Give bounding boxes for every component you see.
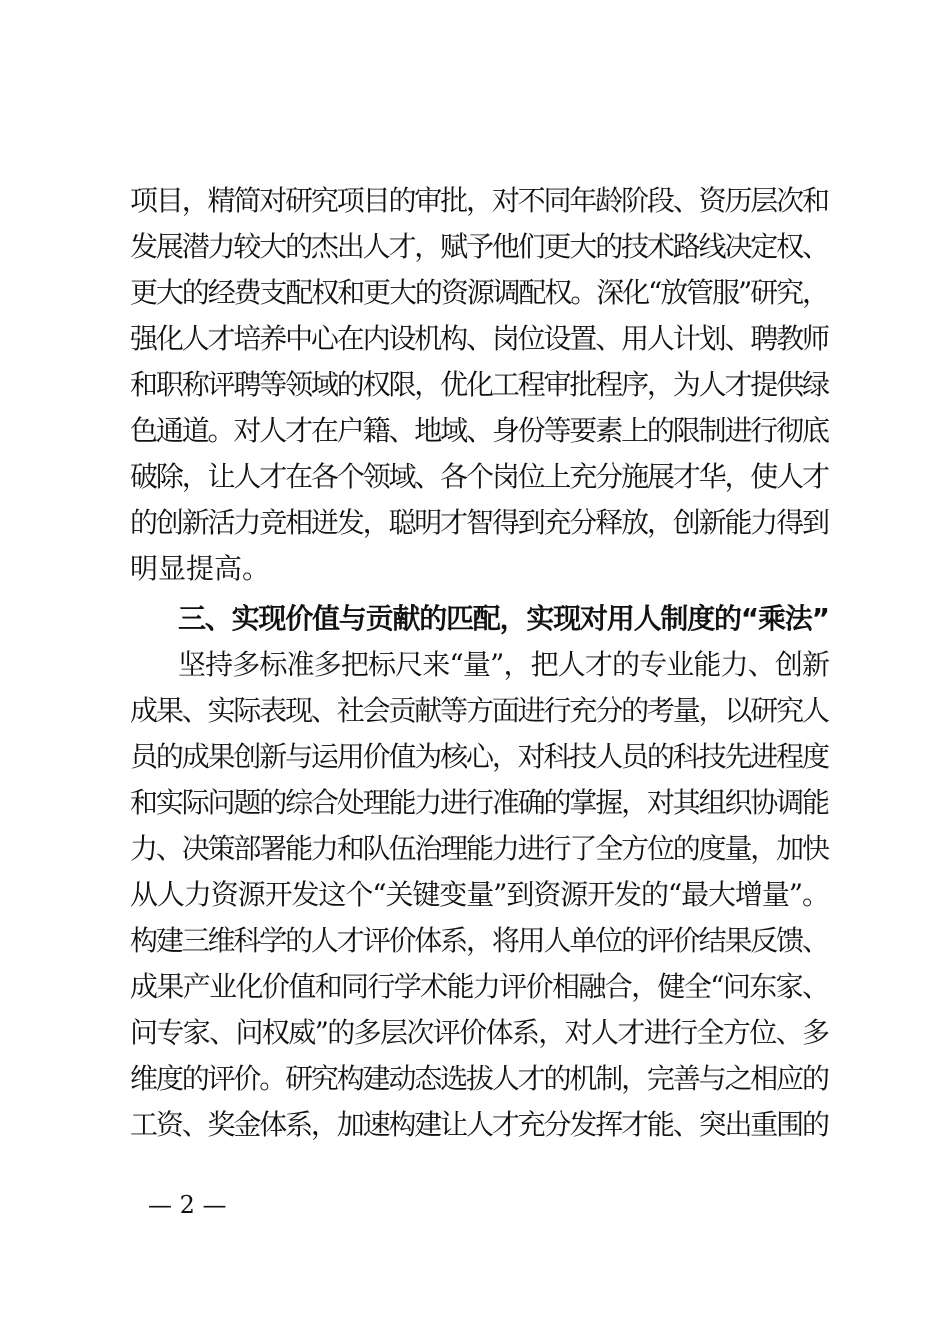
section-heading: 三、实现价值与贡献的匹配，实现对用人制度的“乘法” <box>178 602 829 635</box>
paragraph-line: 成果产业化价值和同行学术能力评价相融合，健全“问东家、 <box>130 970 829 1003</box>
paragraph-line: 发展潜力较大的杰出人才，赋予他们更大的技术路线决定权、 <box>130 230 828 263</box>
page-number: — 2 — <box>148 1191 227 1219</box>
paragraph-line: 成果、实际表现、社会贡献等方面进行充分的考量，以研究人 <box>130 694 828 727</box>
paragraph-line: 坚持多标准多把标尺来“量”，把人才的专业能力、创新 <box>178 648 830 681</box>
paragraph-line: 更大的经费支配权和更大的资源调配权。深化“放管服”研究， <box>130 276 828 309</box>
paragraph-line: 色通道。对人才在户籍、地域、身份等要素上的限制进行彻底 <box>130 414 828 447</box>
paragraph-line: 构建三维科学的人才评价体系，将用人单位的评价结果反馈、 <box>130 924 828 957</box>
paragraph-line: 工资、奖金体系，加速构建让人才充分发挥才能、突出重围的 <box>130 1108 828 1141</box>
paragraph-line: 员的成果创新与运用价值为核心，对科技人员的科技先进程度 <box>130 740 828 773</box>
paragraph-line: 的创新活力竞相迸发，聪明才智得到充分释放，创新能力得到 <box>130 506 828 539</box>
paragraph-line: 从人力资源开发这个“关键变量”到资源开发的“最大增量”。 <box>130 878 829 911</box>
paragraph-line: 问专家、问权威”的多层次评价体系，对人才进行全方位、多 <box>130 1016 829 1049</box>
paragraph-line: 力、决策部署能力和队伍治理能力进行了全方位的度量，加快 <box>130 832 828 865</box>
paragraph-line: 破除，让人才在各个领域、各个岗位上充分施展才华，使人才 <box>130 460 828 493</box>
paragraph-line: 维度的评价。研究构建动态选拔人才的机制，完善与之相应的 <box>130 1062 828 1095</box>
paragraph-line: 和职称评聘等领域的权限，优化工程审批程序，为人才提供绿 <box>130 368 828 401</box>
paragraph-line: 明显提高。 <box>130 552 271 585</box>
paragraph-line: 和实际问题的综合处理能力进行准确的掌握，对其组织协调能 <box>130 786 828 819</box>
paragraph-line: 项目，精简对研究项目的审批，对不同年龄阶段、资历层次和 <box>130 184 828 217</box>
paragraph-line: 强化人才培养中心在内设机构、岗位设置、用人计划、聘教师 <box>130 322 828 355</box>
